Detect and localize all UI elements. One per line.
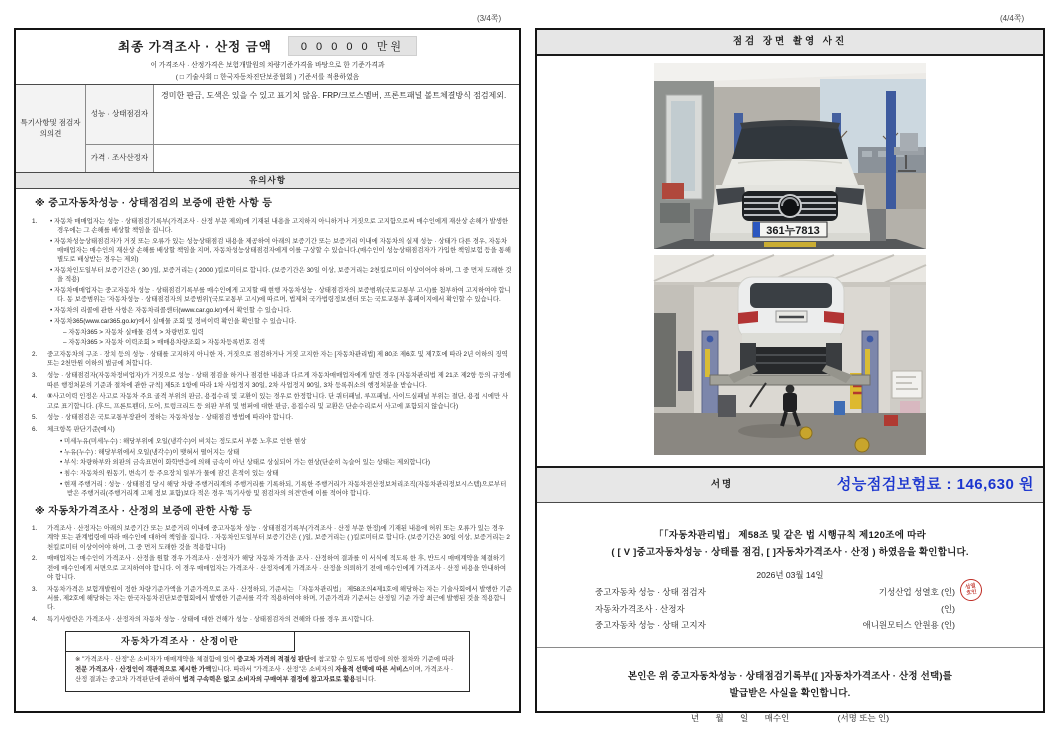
item-number: 2. xyxy=(32,555,38,563)
item-text: 매매업자는 매수인이 가격조사 · 산정을 원할 경우 가격조사 · 산정자가 해당 자동차 가격을 조사 · 산정하여 결과를 이 서식에 적도록 한 후, 반드시 매매계약을 체결하기 전에 매수인에게 서면으로 고지하여야 합니다. 이 경우 매매업자는 가격조사 · 산정자에게 가격조사 · 산정을 의뢰하기 전에 매수인에게 가격조사 · 산정 비용을 안내하여야 합니다. xyxy=(47,555,507,581)
signer-row-inspector xyxy=(595,582,978,598)
item-number: 1. xyxy=(32,217,38,225)
photo-section-header: 점검 장면 촬영 사진 xyxy=(537,30,1043,56)
signer-role: 자동차가격조사 · 산정자 xyxy=(595,603,685,614)
item1-bullet: • 자동차성능상태점검자가 거짓 또는 오류가 있는 성능상태점검 내용을 제공하여 아래의 보증기간 또는 보증거리 이내에 자동차의 실제 성능 · 상태가 다른 경우, 자동차매매업자는 매수인의 재산상 손해를 배상할 책임을 지며, 자동차성능상태점검자에게 이를 구상할 수 있습니다.(매수인이 성능상태점검자가 가입한 책임보험 등을 통해 별도로 배상받는 경우는 제외) xyxy=(50,237,511,264)
notice-item-5 xyxy=(23,413,512,422)
check-criteria-list xyxy=(23,437,512,499)
item-number: 1. xyxy=(32,525,38,533)
inspector-opinion-text: 경미한 판금, 도색은 있을 수 있고 표기치 않음. FRP/크로스멤버, 프론트패널 볼트체결방식 점검제외. xyxy=(154,85,519,145)
confirmation-line-2: ( [ V ]중고자동차성능 · 상태를 점검, [ ]자동차가격조사 · 산정 ) 하였음을 확인합니다. xyxy=(611,547,969,558)
price-item-3 xyxy=(23,585,512,613)
notice-item-1 xyxy=(23,217,512,348)
inspection-date: 2026년 03월 14일 xyxy=(756,570,824,580)
page-number-right: (4/4쪽) xyxy=(1000,14,1025,23)
item-number: 4. xyxy=(32,616,38,624)
signer-row-notifier xyxy=(595,619,955,631)
item-text: 특기사항란은 가격조사 · 산정자의 자동차 성능 · 상태에 대한 견해가 성능 · 상태점검자의 견해와 다를 경우 표시합니다. xyxy=(47,616,374,624)
page-4 xyxy=(535,28,1045,723)
criteria-bullet: • 침수: 자동차의 원동기, 변속기 등 주요장치 일부가 물에 잠긴 흔적이 있는 상태 xyxy=(60,470,279,478)
buyer-date-blanks: 년 월 일 매수인 xyxy=(690,713,790,723)
notice-item-6 xyxy=(23,425,512,434)
section1-title: ※ 중고자동차성능 · 상태점검의 보증에 관한 사항 등 xyxy=(35,198,273,209)
confirmation-statement xyxy=(537,503,1043,558)
definition-box xyxy=(65,631,470,692)
item-text: 중고자동차의 구조 · 장치 등의 성능 · 상태를 고지하지 아니한 자, 거짓으로 점검하거나 거짓 고지한 자는 [자동차관리법] 제 80조 제6호 및 제7호에 따라 2년 이하의 징역 또는 2천만원 이하의 벌금에 처합니다. xyxy=(47,351,508,368)
inspection-photo-rear xyxy=(654,255,926,455)
item-number: 6. xyxy=(32,426,38,434)
definition-box-body: ※ "가격조사 · 산정"은 소비자가 매매계약을 체결함에 있어 중고차 가격의 적절성 판단에 참고할 수 있도록 법령에 의한 절차와 기준에 따라 전문 가격조사 · 산정인이 객관적으로 제시한 가액입니다. 따라서 "가격조사 · 산정"은 소비자의 자율적 선택에 따른 서비스이며, 가격조사 · 산정 결과는 중고차 가격판단에 관하여 법적 구속력은 없고 소비자의 구매여부 결정에 참고자료로 활용됩니다. xyxy=(75,656,455,684)
appraiser-label: 가격 · 조사산정자 xyxy=(86,145,154,172)
signer-name: 기성산업 성열호 (인) xyxy=(878,587,955,597)
item-number: 5. xyxy=(32,414,38,422)
page-3 xyxy=(14,28,521,713)
criteria-bullet: • 누유(누수) : 해당부위에서 오일(냉각수)이 맺혀서 떨어지는 상태 xyxy=(60,448,240,456)
signature-label: 서명 xyxy=(710,479,734,490)
signer-row-appraiser xyxy=(595,603,955,615)
final-price-section xyxy=(16,30,519,85)
notice-content xyxy=(16,189,519,692)
final-price-title: 최종 가격조사 · 산정 금액 xyxy=(118,40,272,54)
section2-title: ※ 자동차가격조사 · 산정의 보증에 관한 사항 등 xyxy=(35,505,253,517)
criteria-bullet: • 현재 주행거리 : 성능 · 상태점검 당시 해당 차량 주행거리계의 주행거리를 기록하되, 기록한 주행거리가 자동차전산정보처리조직(자동차관리정보시스템)으로부터 받은 주행거리(주행거리계 고체 정보 포함)보다 적은 경우 '특기사항 및 점검자의 의견'란에 이를 적어야 합니다. xyxy=(60,481,507,498)
signer-list xyxy=(537,582,1043,631)
price-note-2: ( □ 기술사회 □ 한국자동차진단보증협회 ) 기준서를 적용하였음 xyxy=(175,74,360,81)
item-text: 자동차가격은 보험개발원이 정한 차량기준가액을 기준가격으로 조사 · 산정하되, 기준서는 「자동차관리법」 제58조의4제1호에 해당하는 자는 기술사회에서 발행한 기준서를, 제2호에 해당하는 자는 한국자동차진단보증협회에서 발행한 기준서를 각각 적용하여야 하며, 기준가격과 기준서는 산정일 기준 가장 최근에 발행된 것을 적용합니다. xyxy=(47,585,512,612)
signer-name: (인) xyxy=(941,603,955,614)
price-note-1: 이 가격조사 · 산정가격은 보험개발원의 차량기준가격을 바탕으로 한 기준가격과 xyxy=(150,61,385,69)
notice-item-3 xyxy=(23,371,512,390)
item-number: 4. xyxy=(32,393,38,401)
item-number: 3. xyxy=(32,585,38,593)
item-text: 성능 · 상태점검자(자동차정비업자)가 거짓으로 성능 · 상태 점검을 하거나 점검한 내용과 다르게 자동차매매업자에게 알린 경우 [자동차관리법 제 21조 제2항 등의 규정에 따른 행정처분의 기준과 절차에 관한 규칙] 제5조 1항에 따라 1차 사업정지 30일, 2차 사업정지 90일, 3차 등록취소의 행정처분을 받습니다. xyxy=(47,372,511,389)
price-item-4 xyxy=(23,615,512,624)
price-item-1 xyxy=(23,524,512,552)
inspection-insurance-fee: 성능점검보험료 : 146,630 원 xyxy=(836,476,1034,493)
signer-role: 중고자동차 성능 · 상태 고지자 xyxy=(595,620,706,630)
buyer-date-row xyxy=(537,712,1043,724)
license-plate-text: 361누7813 xyxy=(766,225,820,237)
signer-name: 애니원모터스 안원용 (인) xyxy=(862,620,955,630)
item1-bullet: • 자동차 매매업자는 성능 · 상태점검기록부(가격조사 · 산정 부문 제외)에 기재된 내용을 고지하지 아니하거나 거짓으로 고지함으로써 매수인에게 재산상 손해가 발생한 경우에는 그 손해를 배상할 책임을 집니다. xyxy=(50,217,509,234)
final-price-amount: 0 0 0 0 0 만원 xyxy=(288,36,417,56)
remarks-row-label: 특기사항및 점검자의의견 xyxy=(16,85,86,172)
signer-role: 중고자동차 성능 · 상태 점검자 xyxy=(595,587,706,597)
item-text: 체크항목 판단기준(예시) xyxy=(47,426,115,434)
confirmation-line-1: 「「자동차관리법」 제58조 및 같은 법 시행규칙 제120조에 따라 xyxy=(653,530,927,541)
inspector-seal-stamp: 성열호인 xyxy=(958,577,983,602)
inspector-label: 성능 · 상태점검자 xyxy=(86,85,154,145)
page-number-left: (3/4쪽) xyxy=(477,14,502,23)
price-item-2 xyxy=(23,554,512,582)
item1-bullet: • 자동차365(www.car365.go.kr)에서 실매물 조회 및 정비이력 확인을 확인할 수 있습니다. xyxy=(50,317,297,325)
notice-header: 유의사항 xyxy=(16,173,519,189)
notice-item-4 xyxy=(23,392,512,411)
item1-bullet: • 자동차매매업자는 중고자동차 성능 · 상태점검기록부를 매수인에게 고지할 때 현행 자동차성능 · 상태점검자의 보증범위(국토교통부 고시)를 첨부하여 고지하여야 합니다. 동 보증범위는 '자동차성능 · 상태점검자의 보증범위'(국토교통부 고시)에 따르며, 법제처 국가법령정보센터 또는 국토교통부 홈페이지에서 확인할 수 있습니다. xyxy=(50,286,511,304)
signature-header-row xyxy=(537,468,1043,503)
special-remarks-table xyxy=(16,85,519,173)
buyer-line-1: 본인은 위 중고자동차성능 · 상태점검기록부([ ]자동차가격조사 · 산정 선택)를 xyxy=(627,671,953,682)
buyer-sign-hint: (서명 또는 인) xyxy=(837,713,890,723)
item-number: 3. xyxy=(32,372,38,380)
buyer-confirmation xyxy=(537,647,1043,724)
item-number: 2. xyxy=(32,351,38,359)
item-text: 가격조사 · 산정자는 아래의 보증기간 또는 보증거리 이내에 중고자동차 성능 · 상태점검기록부(가격조사 · 산정 부문 한정)에 기재된 내용에 허위 또는 오류가 있는 경우 계약 또는 관계법령에 따라 매수인에 대하여 책임을 집니다. · 자동차인도일부터 보증기간은 ( )일, 보증거리는 ( )킬로미터로 합니다. (보증기간은 30일 이상, 보증거리는 2천킬로미터 이상이어야 하며, 그 중 먼저 도래한 것을 적용합니다) xyxy=(47,525,510,551)
item1-subline: – 자동차365 > 자동차 실매물 검색 > 차량번호 입력 xyxy=(63,328,204,336)
inspection-photo-front xyxy=(654,63,926,249)
definition-box-title: 자동차가격조사 · 산정이란 xyxy=(65,631,295,652)
buyer-line-2: 발급받은 사실을 확인합니다. xyxy=(729,688,851,699)
item1-bullet: • 자동차의 리콜에 관한 사항은 자동차리콜센터(www.car.go.kr)에서 확인할 수 있습니다. xyxy=(50,307,292,315)
item1-subline: – 자동차365 > 자동차 이력조회 > 매매용차량조회 > 자동차등록번호 검색 xyxy=(63,339,265,347)
notice-item-2 xyxy=(23,350,512,369)
criteria-bullet: • 부식: 차량하부와 외판의 금속표면이 화학반응에 의해 금속이 아닌 상태로 상실되어 가는 현상(단순히 녹슬어 있는 상태는 제외합니다) xyxy=(60,459,431,467)
photo-area xyxy=(537,56,1043,468)
item1-bullet: • 자동차인도일부터 보증기간은 ( 30 )일, 보증거리는 ( 2000 )킬로미터로 합니다. (보증기간은 30일 이상, 보증거리는 2천킬로미터 이상이어야 하며, 그 중 먼저 도래한 것을 적용) xyxy=(50,266,512,284)
appraiser-opinion-text xyxy=(154,145,519,172)
item-text: ⑧사고이력 인정은 사고로 자동차 주요 골격 부위의 판금, 용접수리 및 교환이 있는 경우로 한정합니다. 단 쿼터패널, 루프패널, 사이드실패널 부위는 절단, 용접 시에만 사고로 표기합니다. (후드, 프론트펜더, 도어, 트렁크리드 등 외판 부위 및 범퍼에 대한 판금, 용접수리 및 교환은 단순수리로서 사고에 포함되지 않습니다) xyxy=(47,393,509,410)
criteria-bullet: • 미세누유(미세누수) : 해당부위에 오일(냉각수)이 비치는 정도로서 부품 노후로 인한 현상 xyxy=(60,437,307,445)
item-text: 성능 · 상태점검은 국토교통부장관이 정하는 자동차성능 · 상태점검 방법에 따라야 합니다. xyxy=(47,414,294,422)
